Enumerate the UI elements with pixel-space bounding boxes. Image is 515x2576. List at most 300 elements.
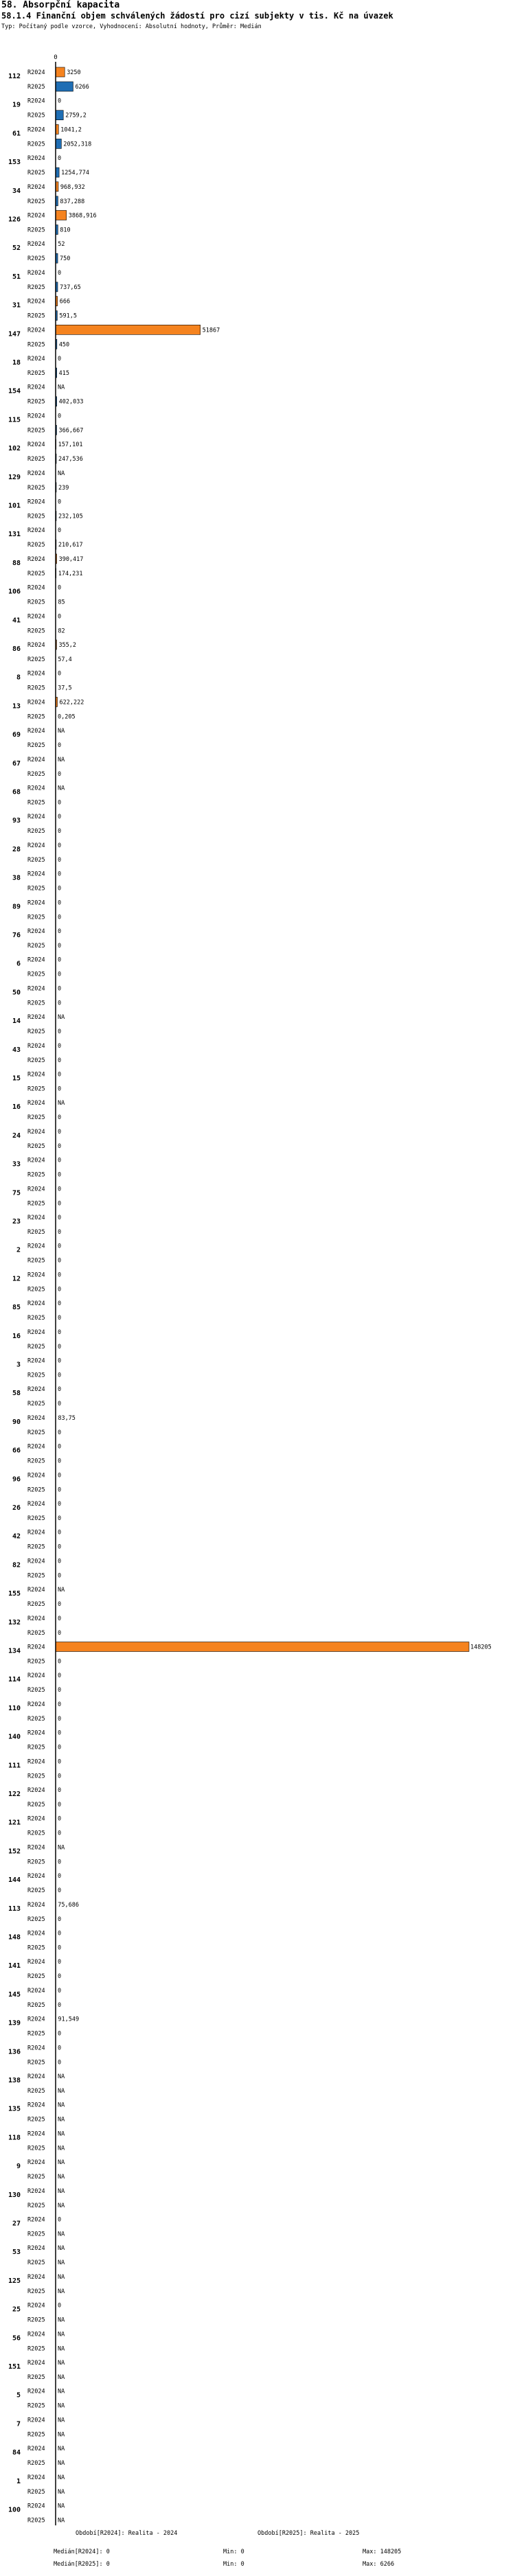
series-label: R2025 [27,1114,45,1122]
series-label: R2024 [27,1672,45,1680]
value-label: NA [58,2316,65,2324]
series-label: R2025 [27,2174,45,2181]
value-label: NA [58,2174,65,2181]
value-label: 0 [58,2045,62,2052]
group-label: 130 [8,2191,21,2199]
value-label: 0 [58,1572,62,1580]
series-label: R2024 [27,1243,45,1250]
series-label: R2024 [27,928,45,935]
series-label: R2024 [27,1071,45,1079]
series-label: R2024 [27,2302,45,2310]
series-label: R2025 [27,971,45,978]
value-label: 0 [58,1171,62,1179]
value-label: 366,667 [58,427,84,435]
series-label: R2025 [27,1916,45,1923]
series-label: R2024 [27,555,45,563]
series-label: R2024 [27,756,45,763]
value-label: NA [58,2503,65,2510]
value-label: NA [58,2159,65,2167]
value-label: NA [58,2488,65,2496]
series-label: R2024 [27,670,45,678]
value-label: 810 [60,227,71,234]
value-label: NA [58,2073,65,2080]
bar-r2025 [56,139,61,148]
series-label: R2025 [27,1944,45,1952]
series-label: R2025 [27,1687,45,1694]
series-label: R2024 [27,1300,45,1308]
series-label: R2024 [27,298,45,306]
group-label: 118 [8,2134,21,2142]
series-label: R2025 [27,2231,45,2238]
chart-subtitle: 58.1.4 Finanční objem schválených žádostí pro cizí subjekty v tis. Kč na úvazek [1,11,393,21]
value-label: 0 [58,1128,62,1136]
group-label: 41 [12,617,21,625]
series-label: R2025 [27,1057,45,1064]
series-label: R2024 [27,1414,45,1422]
value-label: 0 [58,1802,62,1808]
series-label: R2024 [27,871,45,878]
value-label: NA [58,2331,65,2338]
series-label: R2025 [27,914,45,921]
group-label: 126 [8,216,21,224]
group-label: 19 [12,101,21,109]
group-label: 153 [8,159,21,167]
value-label: 239 [58,484,69,492]
value-label: 591,5 [59,312,77,320]
series-label: R2024 [27,584,45,592]
series-label: R2024 [27,699,45,706]
bar-r2024 [56,67,65,77]
series-label: R2024 [27,2417,45,2424]
series-label: R2025 [27,1286,45,1293]
value-label: 450 [58,341,70,349]
value-label: 0 [58,770,62,778]
series-label: R2025 [27,1887,45,1895]
series-label: R2025 [27,2460,45,2468]
value-label: NA [58,2116,65,2124]
series-label: R2025 [27,2030,45,2038]
value-label: NA [58,2145,65,2152]
value-label: NA [58,2288,65,2295]
value-label: 0 [58,1286,62,1293]
value-label: 85 [58,599,65,606]
series-label: R2024 [27,1815,45,1823]
series-label: R2025 [27,312,45,320]
series-label: R2025 [27,2059,45,2067]
group-label: 125 [8,2277,21,2285]
group-label: 3 [16,1361,21,1369]
group-label: 122 [8,1791,21,1798]
group-label: 6 [16,960,21,968]
value-label: NA [58,2517,65,2525]
group-label: 155 [8,1590,21,1598]
series-label: R2024 [27,2331,45,2338]
value-label: 210,617 [58,542,83,549]
value-label: 0 [58,885,62,893]
value-label: NA [58,2345,65,2353]
value-label: 0,205 [58,713,76,721]
series-label: R2025 [27,484,45,492]
value-label: 0 [58,1830,62,1837]
group-label: 33 [12,1160,21,1169]
group-label: 13 [12,702,21,711]
series-label: R2024 [27,613,45,621]
series-label: R2025 [27,513,45,520]
group-label: 31 [12,301,21,310]
value-label: 0 [58,1615,62,1622]
series-label: R2025 [27,1802,45,1808]
group-label: 115 [8,416,21,424]
group-label: 12 [12,1275,21,1283]
value-label: 0 [58,1401,62,1408]
value-label: NA [58,2130,65,2138]
value-label: 0 [58,1057,62,1064]
series-label: R2024 [27,1443,45,1451]
group-label: 138 [8,2077,21,2084]
series-label: R2024 [27,2446,45,2453]
group-label: 43 [12,1046,21,1054]
value-label: 75,686 [58,1901,80,1909]
value-label: 837,288 [60,198,85,205]
value-label: 174,231 [58,570,83,577]
series-label: R2024 [27,269,45,277]
value-label: 0 [58,828,62,836]
series-label: R2025 [27,1601,45,1609]
value-label: 0 [58,1229,62,1236]
series-label: R2025 [27,1229,45,1236]
group-label: 84 [12,2449,21,2457]
value-label: NA [58,756,65,763]
series-label: R2025 [27,427,45,435]
series-label: R2025 [27,856,45,864]
value-label: 0 [58,1729,62,1737]
value-label: 0 [58,1272,62,1279]
value-label: 247,536 [58,456,83,463]
group-label: 141 [8,1962,21,1970]
value-label: 0 [58,1658,62,1666]
value-label: 0 [58,1300,62,1308]
value-label: 0 [58,1243,62,1250]
series-label: R2024 [27,126,45,134]
group-label: 144 [8,1876,21,1885]
series-label: R2024 [27,356,45,363]
series-label: R2025 [27,198,45,205]
group-label: 67 [12,759,21,768]
series-label: R2025 [27,742,45,750]
series-label: R2025 [27,1859,45,1866]
series-label: R2025 [27,370,45,377]
value-label: NA [58,1587,65,1594]
group-label: 52 [12,244,21,253]
value-label: NA [58,2245,65,2253]
value-label: 0 [58,943,62,950]
value-label: 0 [58,914,62,921]
value-label: 232,105 [58,513,83,520]
value-label: 0 [58,956,62,964]
series-label: R2025 [27,2288,45,2295]
series-label: R2024 [27,2503,45,2510]
series-label: R2025 [27,1773,45,1780]
series-label: R2024 [27,2016,45,2023]
series-label: R2024 [27,1329,45,1336]
axis-zero-label: 0 [54,54,58,61]
series-label: R2024 [27,527,45,535]
series-label: R2024 [27,2216,45,2224]
series-label: R2025 [27,542,45,549]
value-label: 0 [58,1787,62,1794]
series-label: R2025 [27,1543,45,1551]
value-label: 3250 [67,69,81,76]
value-label: 390,417 [58,555,84,563]
series-label: R2025 [27,2517,45,2525]
value-label: 0 [58,1315,62,1322]
value-label: 1254,774 [61,170,90,177]
group-label: 140 [8,1733,21,1741]
series-label: R2025 [27,685,45,692]
series-label: R2024 [27,1987,45,1994]
value-label: 0 [58,1529,62,1537]
value-label: 0 [58,498,62,506]
value-label: 0 [58,1372,62,1379]
series-label: R2024 [27,1386,45,1394]
value-label: NA [58,2273,65,2281]
group-label: 66 [12,1447,21,1455]
series-label: R2024 [27,1615,45,1622]
series-label: R2024 [27,2474,45,2481]
group-label: 132 [8,1618,21,1626]
group-label: 68 [12,788,21,796]
value-label: 2759,2 [65,112,87,119]
value-label: 355,2 [58,642,77,649]
group-label: 82 [12,1561,21,1569]
series-label: R2025 [27,84,45,91]
series-label: R2025 [27,628,45,635]
group-label: 38 [12,874,21,882]
series-label: R2025 [27,1200,45,1208]
value-label: NA [58,1014,65,1022]
group-label: 114 [8,1676,21,1684]
value-label: NA [58,785,65,792]
value-label: 0 [58,613,62,621]
group-label: 18 [12,359,21,367]
series-label: R2024 [27,642,45,649]
series-label: R2025 [27,341,45,349]
group-label: 25 [12,2305,21,2314]
group-label: 42 [12,1532,21,1541]
value-label: 0 [58,899,62,907]
series-label: R2024 [27,2245,45,2253]
value-label: NA [58,1844,65,1852]
value-label: NA [58,2446,65,2453]
series-label: R2025 [27,2431,45,2439]
group-label: 112 [8,73,21,80]
series-label: R2024 [27,2388,45,2395]
value-label: 0 [58,269,62,277]
series-label: R2024 [27,97,45,105]
group-label: 9 [16,2163,21,2171]
group-label: 93 [12,817,21,825]
value-label: 0 [58,1386,62,1394]
bar-r2024 [56,211,67,220]
value-label: NA [58,2402,65,2410]
series-label: R2025 [27,141,45,148]
value-label: 91,549 [58,2016,80,2023]
value-label: 0 [58,1085,62,1093]
series-label: R2025 [27,943,45,950]
value-label: 2052,318 [63,141,92,148]
series-label: R2024 [27,956,45,964]
series-label: R2024 [27,1959,45,1966]
series-label: R2024 [27,470,45,477]
value-label: 0 [58,842,62,849]
group-label: 102 [8,445,21,453]
value-label: 0 [58,1501,62,1508]
group-label: 151 [8,2363,21,2371]
footer-period-2025: Období[R2025]: Realita - 2025 [258,2530,360,2537]
series-label: R2025 [27,2374,45,2381]
group-label: 75 [12,1189,21,1197]
bar-r2024 [56,325,201,334]
series-label: R2024 [27,1215,45,1221]
value-label: 0 [58,2302,62,2310]
group-label: 131 [8,531,21,539]
series-label: R2024 [27,1157,45,1164]
series-label: R2025 [27,1973,45,1981]
series-label: R2024 [27,1787,45,1794]
value-label: 0 [58,1515,62,1522]
value-label: 52 [58,241,65,249]
series-label: R2025 [27,1715,45,1723]
value-label: NA [58,2088,65,2095]
series-label: R2025 [27,456,45,463]
value-label: 0 [58,1028,62,1036]
series-label: R2025 [27,2259,45,2267]
value-label: 0 [58,155,62,163]
series-label: R2024 [27,2159,45,2167]
series-label: R2024 [27,441,45,449]
series-label: R2025 [27,2145,45,2152]
value-label: 0 [58,1443,62,1451]
value-label: 0 [58,2059,62,2067]
bar-r2025 [56,111,63,120]
value-label: 82 [58,628,65,635]
series-label: R2025 [27,1429,45,1436]
value-label: 0 [58,856,62,864]
group-label: 139 [8,2019,21,2027]
series-label: R2025 [27,1658,45,1666]
group-label: 69 [12,731,21,739]
group-label: 145 [8,1990,21,1999]
series-label: R2024 [27,1014,45,1022]
series-label: R2024 [27,1100,45,1107]
value-label: 0 [58,1114,62,1122]
value-label: 0 [58,1343,62,1350]
value-label: 51867 [202,327,220,334]
series-label: R2024 [27,785,45,792]
value-label: 0 [58,356,62,363]
series-label: R2025 [27,1572,45,1580]
value-label: 0 [58,1629,62,1637]
series-label: R2025 [27,1142,45,1150]
series-label: R2024 [27,69,45,76]
series-label: R2024 [27,1472,45,1480]
series-label: R2024 [27,1042,45,1050]
value-label: 0 [58,1186,62,1193]
value-label: 0 [58,799,62,807]
value-label: 0 [58,1257,62,1265]
series-label: R2025 [27,1171,45,1179]
value-label: 0 [58,1215,62,1221]
value-label: 0 [58,1142,62,1150]
chart-description: Typ: Počítaný podle vzorce, Vyhodnocení: Absolutní hodnoty, Průměr: Medián [1,23,262,30]
value-label: NA [58,2259,65,2267]
value-label: 0 [58,1715,62,1723]
value-label: 0 [58,1758,62,1766]
series-label: R2024 [27,2130,45,2138]
footer-min-2024: Min: 0 [223,2549,244,2555]
series-label: R2024 [27,899,45,907]
value-label: 0 [58,584,62,592]
series-label: R2025 [27,284,45,291]
value-label: 0 [58,1987,62,1994]
group-label: 96 [12,1475,21,1484]
series-label: R2025 [27,2345,45,2353]
group-label: 1 [16,2477,21,2485]
series-label: R2025 [27,1401,45,1408]
group-label: 7 [16,2420,21,2428]
value-label: 666 [59,298,71,306]
series-label: R2025 [27,570,45,577]
group-label: 61 [12,130,21,138]
group-label: 34 [12,187,21,195]
series-label: R2024 [27,842,45,849]
series-label: R2024 [27,1844,45,1852]
series-label: R2024 [27,2273,45,2281]
series-label: R2024 [27,1357,45,1365]
group-label: 136 [8,2048,21,2056]
series-label: R2025 [27,1000,45,1007]
value-label: 0 [58,1944,62,1952]
group-label: 51 [12,273,21,281]
value-label: 0 [58,1744,62,1751]
group-label: 121 [8,1819,21,1827]
value-label: 0 [58,985,62,993]
value-label: 0 [58,1000,62,1007]
series-label: R2025 [27,770,45,778]
series-label: R2024 [27,1901,45,1909]
group-label: 24 [12,1131,21,1140]
series-label: R2025 [27,255,45,263]
group-label: 53 [12,2249,21,2257]
group-label: 15 [12,1074,21,1083]
series-label: R2024 [27,327,45,334]
series-label: R2024 [27,413,45,420]
series-label: R2024 [27,1758,45,1766]
value-label: 157,101 [58,441,83,449]
value-label: 0 [58,1200,62,1208]
series-label: R2025 [27,2116,45,2124]
group-label: 129 [8,473,21,481]
group-label: 5 [16,2391,21,2400]
series-label: R2025 [27,170,45,177]
series-label: R2025 [27,1315,45,1322]
value-label: 3868,916 [68,212,97,220]
footer-period-2024: Období[R2024]: Realita - 2024 [76,2530,178,2537]
value-label: 0 [58,1458,62,1465]
value-label: 0 [58,1472,62,1480]
footer-max-2024: Max: 148205 [363,2549,402,2555]
series-label: R2025 [27,1343,45,1350]
